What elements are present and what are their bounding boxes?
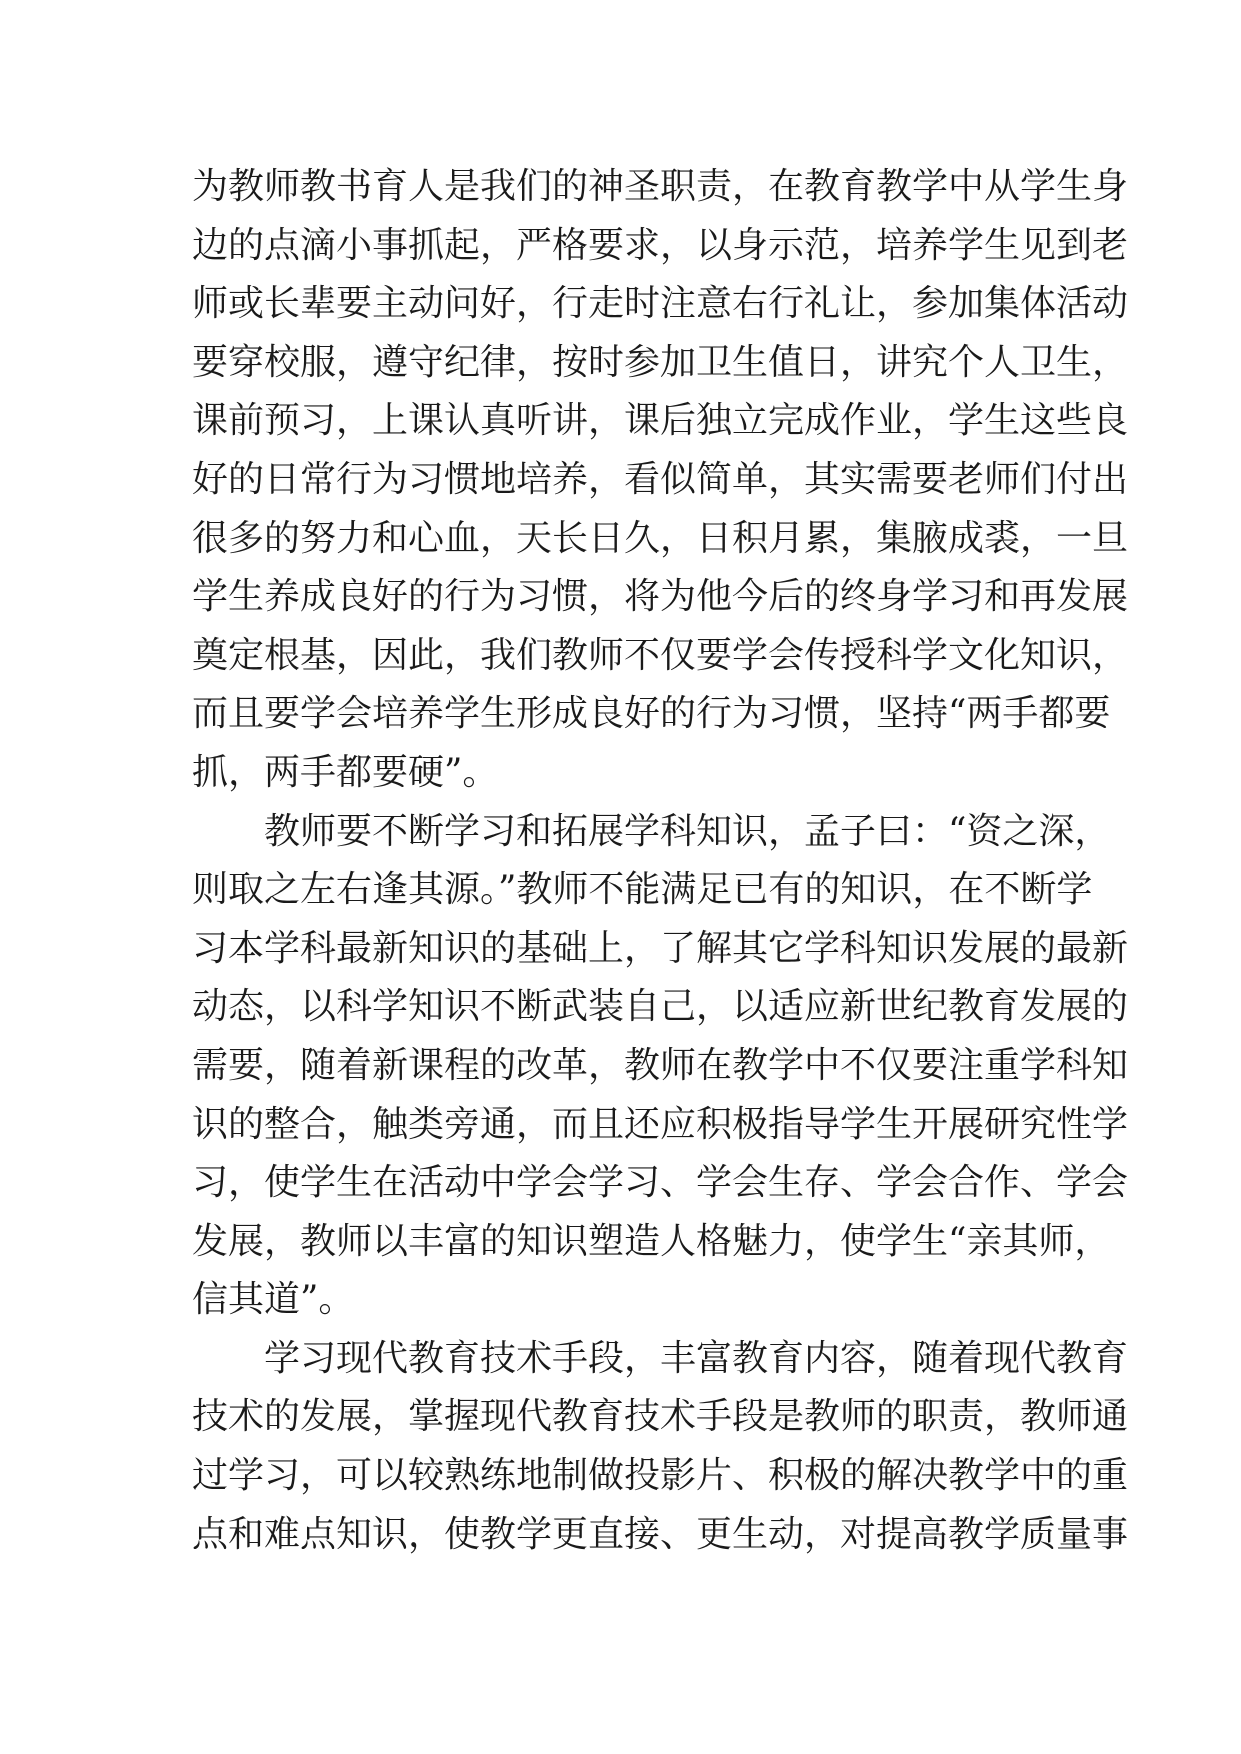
text-line: 奠定根基，因此，我们教师不仅要学会传授科学文化知识， — [192, 634, 1129, 676]
paragraph-end-line: 信其道”。 — [192, 1279, 355, 1321]
text-line: 为教师教书育人是我们的神圣职责，在教育教学中从学生身 — [192, 166, 1129, 207]
text-line: 好的日常行为习惯地培养，看似简单，其实需要老师们付出 — [192, 458, 1129, 500]
document-body — [192, 158, 1129, 1564]
text-line: 要穿校服，遵守纪律，按时参加卫生值日，讲究个人卫生， — [192, 341, 1129, 383]
text-line: 很多的努力和心血，天长日久，日积月累，集腋成裘，一旦 — [192, 517, 1129, 559]
paragraph-end-line: 抓，两手都要硬”。 — [192, 751, 499, 793]
text-line: 技术的发展，掌握现代教育技术手段是教师的职责，教师通 — [192, 1396, 1129, 1438]
text-line: 点和难点知识，使教学更直接、更生动，对提高教学质量事 — [192, 1513, 1129, 1555]
text-line: 习本学科最新知识的基础上，了解其它学科知识发展的最新 — [192, 927, 1129, 969]
text-line: 识的整合，触类旁通，而且还应积极指导学生开展研究性学 — [192, 1103, 1129, 1145]
text-line: 学生养成良好的行为习惯，将为他今后的终身学习和再发展 — [192, 576, 1129, 618]
text-line: 习，使学生在活动中学会学习、学会生存、学会合作、学会 — [192, 1162, 1129, 1204]
text-line: 师或长辈要主动问好，行走时注意右行礼让，参加集体活动 — [192, 283, 1129, 325]
text-line: 边的点滴小事抓起，严格要求，以身示范，培养学生见到老 — [192, 224, 1129, 266]
text-line: 发展，教师以丰富的知识塑造人格魅力，使学生“亲其师， — [192, 1220, 1111, 1262]
text-line: 而且要学会培养学生形成良好的行为习惯，坚持“两手都要 — [192, 693, 1111, 735]
paragraph-start-line: 学习现代教育技术手段，丰富教育内容，随着现代教育 — [264, 1337, 1129, 1379]
text-line: 课前预习，上课认真听讲，课后独立完成作业，学生这些良 — [192, 400, 1129, 442]
text-line: 需要，随着新课程的改革，教师在教学中不仅要注重学科知 — [192, 1044, 1129, 1086]
paragraph-start-line: 教师要不断学习和拓展学科知识，孟子曰：“资之深， — [264, 810, 1111, 852]
text-line: 动态，以科学知识不断武装自己，以适应新世纪教育发展的 — [192, 986, 1129, 1028]
text-line: 过学习，可以较熟练地制做投影片、积极的解决教学中的重 — [192, 1455, 1129, 1497]
text-line: 则取之左右逢其源。”教师不能满足已有的知识，在不断学 — [192, 869, 1093, 911]
